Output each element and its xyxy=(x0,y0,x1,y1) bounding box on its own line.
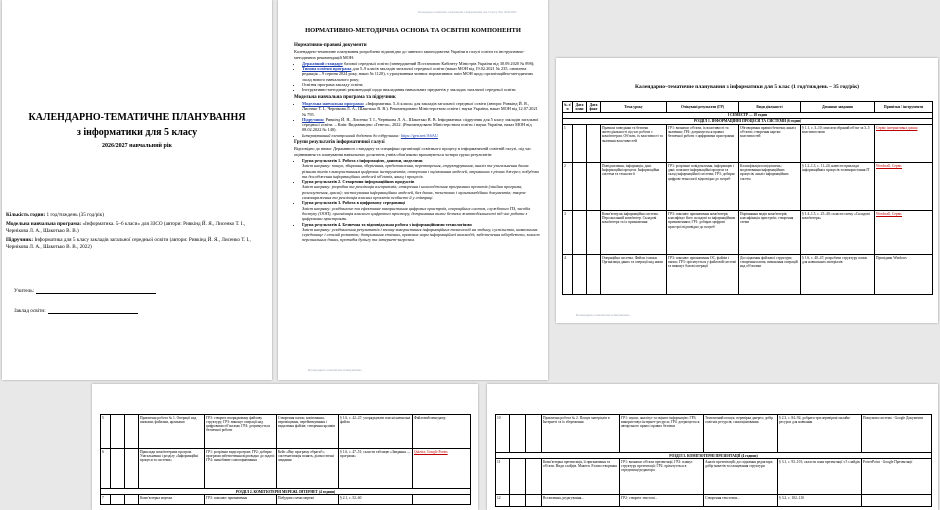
docs-list xyxy=(294,61,540,93)
table-row: 5 Практична робота № 1. Операції над папками, файлами, ярликами ГР3: створює впорядковану файлову структуру; ГР3: виконує операції над цифровими об'єктами; ГР4: дотримується безпечної роботи Створення папок; копіювання, переміщення, перейменування і видалення файлів; створення ярликів § 1.6, с. 42–47; упорядкувати власні навчальні файли Файловий менеджер xyxy=(101,415,471,449)
normative-title: НОРМАТИВНО-МЕТОДИЧНА ОСНОВА ТА ОСВІТНІ КОМПОНЕНТИ xyxy=(305,27,521,34)
table-title: Календарно–тематичне планування з інформатики для 5 клас (1 год/тиждень – 35 год/рік) xyxy=(635,84,859,90)
app-link[interactable]: https://gen.net/A6AU xyxy=(400,132,438,138)
normative-body: Нормативно-правові документи Календарно-тематичне планування розроблено відповідно до чинного законодавства України в галузі освіти та інструктивно-методичних рекомендацій МОН: • Державний стандарт базової середньої освіти (затверджений Постановою Кабінету Міністрів України від 30.09.2020 № 898); • Типова освітня програма для 5–9 класів закладів загальної середньої освіти (наказ МОН від 19.02.2021 № 235, оновлена редакція – 9 серпня 2024 року, наказ № 1120), з урахуванням чинних нормативних змін МОН щодо організаційно-методичних засад нового навчального року; • Освітня програма закладу освіти; • Інструктивно-методичні рекомендації щодо викладання навчальних предметів у закладах загальної середньої освіти. Модельна навчальна програма та підручник • Модельна навчальна програма: «Інформатика. 5–6 класи» для закладів загальної середньої освіти (автори: Ривкінд Й. Я., Лисенко Т. І., Чернікова Л. А., Шакотько В. В.). Рекомендовано Міністерством освіти і науки України, наказ МОН від 12.07.2021 № 795. • Підручник: Ривкінд Й. Я., Лисенко Т. І., Чернікова Л. А., Шакотько В. В. Інформатика: підручник для 5 класу закладів загальної середньої освіти. – Київ: Видавництво «Генеза», 2022. (Рекомендовано Міністерством освіти і науки України, наказ МОН від 08.02.2022 № 140). • Інтерактивний електронний додаток до підручника: https://gen.net/A6AU Групи результатів інформатичної галузі Відповідно до вимог Державного стандарту та специфіки організації освітнього процесу в інформатичній освітній галузі, під час оцінювання та планування навчальних досягнень учнів обов'язково враховуються чотири групи результатів: • Група результатів 1. Робота з інформацією, даними, моделями Зміст напряму: пошук, збирання, зберігання, представлення, перетворення, структурування, аналіз та узагальнення даних різними типів з використанням цифрових інструментів; створення і оцінювання моделей, отриманих з різних джерел; побудова та дослідження інформаційних моделей об'єктів, явищ і процесів. • Група результатів 2. Створення інформаційних продуктів Зміст напряму: розробка та реалізація алгоритмів; створення і налагодження програмних проєктів (лінійна програма, розгалуження, цикли); застосування інформаційних моделей, баз даних, текстових і мультимедійних документів; творче самовираження та реалізація власних проєктів особисто й у співпраці. • Група результатів 3. Робота в цифровому середовищі Зміст напряму: усвідомлене та ефективне використання цифрових пристроїв, операційних систем, службового ПЗ, засобів доступу (ООП), організація власного цифрового простору, дотримання вимог безпеки життєдіяльності під час роботи з цифровими пристроями. • Група результатів 4. Безпечна та відповідальна робота з інформаційними технологіями Зміст напряму: усвідомлення результатів і впливу використання інформаційних технологій на людину, суспільство, навколишнє середовище і сталий розвиток; дотримання етичних, правових норм інформаційної взаємодії; забезпечення кібербезпеки, захист персональних даних, протидія булінгу та інтернет-загрозам. xyxy=(294,41,540,244)
plan-title: КАЛЕНДАРНО-ТЕМАТИЧНЕ ПЛАНУВАННЯ xyxy=(28,112,246,123)
groups-list xyxy=(294,158,540,243)
plan-info: Кількість годин: 1 год/тиждень (35 год/рік) Модельна навчальна програма: «Інформатика. 5–6 класи» для ЗЗСО (автори: Ривкінд Й. Я., Лисенко Т. І., Чернікова Л. А., Шакотько В. В.) Підручник: Інформатика для 5 класу закладів загальної середньої освіти (автори: Ривкінд Й. Я., Лисенко Т. І., Чернікова Л. А., Шакотько В. В., 2022) xyxy=(6,212,251,250)
plan-table xyxy=(562,101,933,295)
table-row: 2 Повідомлення, інформація, дані. Інформаційні процеси. Інформаційна система та технології ГР1: розрізняє повідомлення, інформацію і дані; пояснює інформаційні процеси та склад інформаційної системи; ГР3: добирає цифрові технології відповідно до потреб Класифікація повідомлень; моделювання інформаційних процесів; аналіз інформаційних систем § 1.2–1.3, с. 11–24; навести приклади інформаційних процесів та використання ІТ Wordwall, Сервіс xyxy=(563,163,933,211)
table-row: 10 Практична робота № 2. Пошук матеріалів в Інтернеті та їх збереження ГР1: шукає, аналізує та оцінює інформацію; ГР3: використовує інтернет-ресурси; ГР4: дотримується авторського права і правил безпеки Тематичний пошук; перевірка джерел; добір освітніх ресурсів; самооцінювання § 2.3, с. 84–92; добрати три перевірені онлайн-ресурси для навчання Пошукова система · Google Документи xyxy=(496,415,932,453)
doc-item: • Державний стандарт базової середньої освіти (затверджений Постановою Кабінету Міністрів України від 30.09.2020 № 898); xyxy=(302,61,540,66)
school-line: Заклад освіти: xyxy=(14,308,138,314)
link-item: • Інтерактивний електронний додаток до підручника: https://gen.net/A6AU xyxy=(302,133,540,138)
textbook-item: • Підручник: Ривкінд Й. Я., Лисенко Т. І., Чернікова Л. А., Шакотько В. В. Інформатика: підручник для 5 класу закладів загальної середньої освіти. – Київ: Видавництво «Генеза», 2022. (Рекомендовано Міністерством освіти і науки України, наказ МОН від 08.02.2022 № 140). xyxy=(302,117,540,133)
title-page xyxy=(2,0,272,380)
doc-item: • Освітня програма закладу освіти; xyxy=(302,82,540,87)
plan-subtitle: з інформатики для 5 класу xyxy=(76,127,198,138)
semester-row: І СЕМЕСТР — 18 годин xyxy=(563,112,933,118)
section-row: РОЗДІЛ 2. КОМП'ЮТЕРНІ МЕРЕЖІ. ІНТЕРНЕТ (4 години) xyxy=(101,489,471,495)
plan-table-page: Календарно–тематичне планування з інформатики для 5 клас (1 год/тиждень – 35 год/рік) № з/п Дата план Дата факт Тема уроку Очікувані результати (ГР) Види діяльності Домашнє завдання Примітки / інструменти І СЕМЕСТР — 18 годин РОЗДІЛ 1. ІНФОРМАЦІЙНІ ПРОЦЕСИ ТА СИСТЕМИ (6 годин) 1 Правила поведінки та безпеки життєдіяльності під час роботи з комп'ютером. Об'єкти, їх властивості та значення властивостей ГР1: визначає об'єкти, їх властивості та значення; ГР4: дотримується правил безпечної роботи з цифровими пристроями Обговорення правил безпеки; аналіз об'єктів; створення картки властивостей § 1.1, с. 3–10; описати обраний об'єкт за 3–5 властивостями Сервіс інтерактивна дошка 2 Повідомлення, інформація, дані. Інформаційні процеси. Інформаційна система та технології ГР1: розрізняє повідомлення, інформацію і дані; пояснює інформаційні процеси та склад інформаційної системи; ГР3: добирає цифрові технології відповідно до потреб Класифікація повідомлень; моделювання інформаційних процесів; аналіз інформаційних систем § 1.2–1.3, с. 11–24; навести приклади інформаційних процесів та використання ІТ Wordwall, Сервіс 3 Комп'ютер як інформаційна система. Персональний комп'ютер. Складові комп'ютера та їх призначення ГР3: пояснює призначення комп'ютера; класифікує його складові за інформаційним призначенням; ГР1: добирає цифрові пристрої відповідно до потреб Порівняння видів комп'ютерів; класифікація пристроїв; створення схеми § 1.4–1.5, с. 25–40; скласти схему «Складові комп'ютера» Wordwall, Сервіс 4 Операційна система. Файли і папки. Організація даних та операції над ними ГР3: пояснює призначення ОС, файлів і папок; ГР3: орієнтується у файловій системі та виконує базові операції Дослідження файлової структури; створення папок; виконання операцій над об'єктами § 1.6, с. 40–47; розробити структуру папок для навчальних матеріалів Провідник Windows Календарно-тематичне планування... xyxy=(556,58,938,323)
group-item: • Група результатів 4. Безпечна та відповідальна робота з інформаційними технологіями Зміст напряму: усвідомлення результатів і впливу використання інформаційних технологій на людину, суспільство, навколишнє середовище і сталий розвиток; дотримання етичних, правових норм інформаційної взаємодії; забезпечення кібербезпеки, захист персональних даних, протидія булінгу та інтернет-загрозам. xyxy=(302,222,540,243)
plan-table-page-2 xyxy=(92,384,478,510)
doc-item: • Типова освітня програма для 5–9 класів закладів загальної середньої освіти (наказ МОН від 19.02.2021 № 235, оновлена редакція – 9 серпня 2024 року, наказ № 1120), з урахуванням чинних нормативних змін МОН щодо організаційно-методичних засад нового навчального року; xyxy=(302,66,540,82)
section-row: РОЗДІЛ 1. ІНФОРМАЦІЙНІ ПРОЦЕСИ ТА СИСТЕМИ (6 годин) xyxy=(563,118,933,124)
program-item: • Модельна навчальна програма: «Інформатика. 5–6 класи» для закладів загальної середньої освіти (автори: Ривкінд Й. Я., Лисенко Т. І., Чернікова Л. А., Шакотько В. В.). Рекомендовано Міністерством освіти і науки України, наказ МОН від 12.07.2021 № 795. xyxy=(302,101,540,117)
group-item: • Група результатів 2. Створення інформаційних продуктів Зміст напряму: розробка та реалізація алгоритмів; створення і налагодження програмних проєктів (лінійна програма, розгалуження, цикли); застосування інформаційних моделей, баз даних, текстових і мультимедійних документів; творче самовираження та реалізація власних проєктів особисто й у співпраці. xyxy=(302,179,540,200)
table-row: 12 Вставлення, редагування... ГР2: створює текстові... Створення текстових... § 3.2, с. 102–110 xyxy=(496,495,932,507)
teacher-line: Учитель: xyxy=(14,288,156,294)
doc-item: • Інструктивно-методичні рекомендації щодо викладання навчальних предметів у закладах загальної середньої освіти. xyxy=(302,87,540,92)
table-row: 6 Приклади комп'ютерних програм. Узагальнення і розділу «Інформаційні процеси та системи» ГР1: розрізняє види програм; ГР2: добирає програми забезпечення відповідно до задачі; ГР4: шанобливе самооцінювання Кейс «Яку програму обрати?»; систематизація понять; діагностичні завдання § 1.6, с. 47–51; скласти таблицю «Завдання — програма» Quizizz, Google Forms xyxy=(101,449,471,489)
table-row: 1 Правила поведінки та безпеки життєдіяльності під час роботи з комп'ютером. Об'єкти, їх властивості та значення властивостей ГР1: визначає об'єкти, їх властивості та значення; ГР4: дотримується правил безпечної роботи з цифровими пристроями Обговорення правил безпеки; аналіз об'єктів; створення картки властивостей § 1.1, с. 3–10; описати обраний об'єкт за 3–5 властивостями Сервіс інтерактивна дошка xyxy=(563,125,933,163)
academic-year: 2026/2027 навчальний рік xyxy=(102,143,172,149)
table-row: 4 Операційна система. Файли і папки. Організація даних та операції над ними ГР3: пояснює призначення ОС, файлів і папок; ГР3: орієнтується у файловій системі та виконує базові операції Дослідження файлової структури; створення папок; виконання операцій над об'єктами § 1.6, с. 40–47; розробити структуру папок для навчальних матеріалів Провідник Windows xyxy=(563,255,933,295)
plan-table-continued-2 xyxy=(495,414,932,507)
normative-page: Календарно-тематичне планування з інформатики для 5 класу. Рік: 2026/2027 НОРМАТИВНО-МЕТОДИЧНА ОСНОВА ТА ОСВІТНІ КОМПОНЕНТИ Нормативно-правові документи Календарно-тематичне планування розроблено відповідно до чинного законодавства України в галузі освіти та інструктивно-методичних рекомендацій МОН: • Державний стандарт базової середньої освіти (затверджений Постановою Кабінету Міністрів України від 30.09.2020 № 898); • Типова освітня програма для 5–9 класів закладів загальної середньої освіти (наказ МОН від 19.02.2021 № 235, оновлена редакція – 9 серпня 2024 року, наказ № 1120), з урахуванням чинних нормативних змін МОН щодо організаційно-методичних засад нового навчального року; • Освітня програма закладу освіти; • Інструктивно-методичні рекомендації щодо викладання навчальних предметів у закладах загальної середньої освіти. Модельна навчальна програма та підручник • Модельна навчальна програма: «Інформатика. 5–6 класи» для закладів загальної середньої освіти (автори: Ривкінд Й. Я., Лисенко Т. І., Чернікова Л. А., Шакотько В. В.). Рекомендовано Міністерством освіти і науки України, наказ МОН від 12.07.2021 № 795. • Підручник: Ривкінд Й. Я., Лисенко Т. І., Чернікова Л. А., Шакотько В. В. Інформатика: підручник для 5 класу закладів загальної середньої освіти. – Київ: Видавництво «Генеза», 2022. (Рекомендовано Міністерством освіти і науки України, наказ МОН від 08.02.2022 № 140). • Інтерактивний електронний додаток до підручника: https://gen.net/A6AU Групи результатів інформатичної галузі Відповідно до вимог Державного стандарту та специфіки організації освітнього процесу в інформатичній освітній галузі, під час оцінювання та планування навчальних досягнень учнів обов'язково враховуються чотири групи результатів: • Група результатів 1. Робота з інформацією, даними, моделями Зміст напряму: пошук, збирання, зберігання, представлення, перетворення, структурування, аналіз та узагальнення даних різними типів з використанням цифрових інструментів; створення і оцінювання моделей, отриманих з різних джерел; побудова та дослідження інформаційних моделей об'єктів, явищ і процесів. • Група результатів 2. Створення інформаційних продуктів Зміст напряму: розробка та реалізація алгоритмів; створення і налагодження програмних проєктів (лінійна програма, розгалуження, цикли); застосування інформаційних моделей, баз даних, текстових і мультимедійних документів; творче самовираження та реалізація власних проєктів особисто й у співпраці. • Група результатів 3. Робота в цифровому середовищі Зміст напряму: усвідомлене та ефективне використання цифрових пристроїв, операційних систем, службового ПЗ, засобів доступу (ООП), організація власного цифрового простору, дотримання вимог безпеки життєдіяльності під час роботи з цифровими пристроями. • Група результатів 4. Безпечна та відповідальна робота з інформаційними технологіями Зміст напряму: усвідомлення результатів і впливу використання інформаційних технологій на людину, суспільство, навколишнє середовище і сталий розвиток; дотримання етичних, правових норм інформаційної взаємодії; забезпечення кібербезпеки, захист персональних даних, протидія булінгу та інтернет-загрозам. Календарно-тематичне планування... xyxy=(278,0,548,380)
table-row: 3 Комп'ютер як інформаційна система. Персональний комп'ютер. Складові комп'ютера та їх призначення ГР3: пояснює призначення комп'ютера; класифікує його складові за інформаційним призначенням; ГР1: добирає цифрові пристрої відповідно до потреб Порівняння видів комп'ютерів; класифікація пристроїв; створення схеми § 1.4–1.5, с. 25–40; скласти схему «Складові комп'ютера» Wordwall, Сервіс xyxy=(563,211,933,255)
group-item: • Група результатів 1. Робота з інформацією, даними, моделями Зміст напряму: пошук, збирання, зберігання, представлення, перетворення, структурування, аналіз та узагальнення даних різними типів з використанням цифрових інструментів; створення і оцінювання моделей, отриманих з різних джерел; побудова та дослідження інформаційних моделей об'єктів, явищ і процесів. xyxy=(302,158,540,179)
section-row: РОЗДІЛ 3. КОМП'ЮТЕРНІ ПРЕЗЕНТАЦІЇ (4 години) xyxy=(496,453,932,459)
group-item: • Група результатів 3. Робота в цифровому середовищі Зміст напряму: усвідомлене та ефективне використання цифрових пристроїв, операційних систем, службового ПЗ, засобів доступу (ООП), організація власного цифрового простору, дотримання вимог безпеки життєдіяльності під час роботи з цифровими пристроями. xyxy=(302,200,540,221)
table-row: 11 Комп'ютерна презентація, її призначення та об'єкти. Види слайдів. Макети. Етапи створення ГР1: визначає об'єкти презентації; ГР2: планує структуру презентації; ГР2: орієнтується в середовищі редактора Аналіз презентацій; дослідження редактора; добір макетів та планування структури § 3.1, с. 93–101; скласти план презентації з 5 слайдів PowerPoint · Google Презентації xyxy=(496,459,932,495)
plan-table-page-3 xyxy=(487,384,938,510)
table-row: 7 Комп'ютерна мережа ГР3: пояснює призначення Побудова схеми мережі § 2.1, с. 52–60 xyxy=(101,495,471,505)
plan-table-continued xyxy=(100,414,471,505)
table-header-row: № з/п Дата план Дата факт Тема уроку Очікувані результати (ГР) Види діяльності Домашнє завдання Примітки / інструменти xyxy=(563,102,933,113)
